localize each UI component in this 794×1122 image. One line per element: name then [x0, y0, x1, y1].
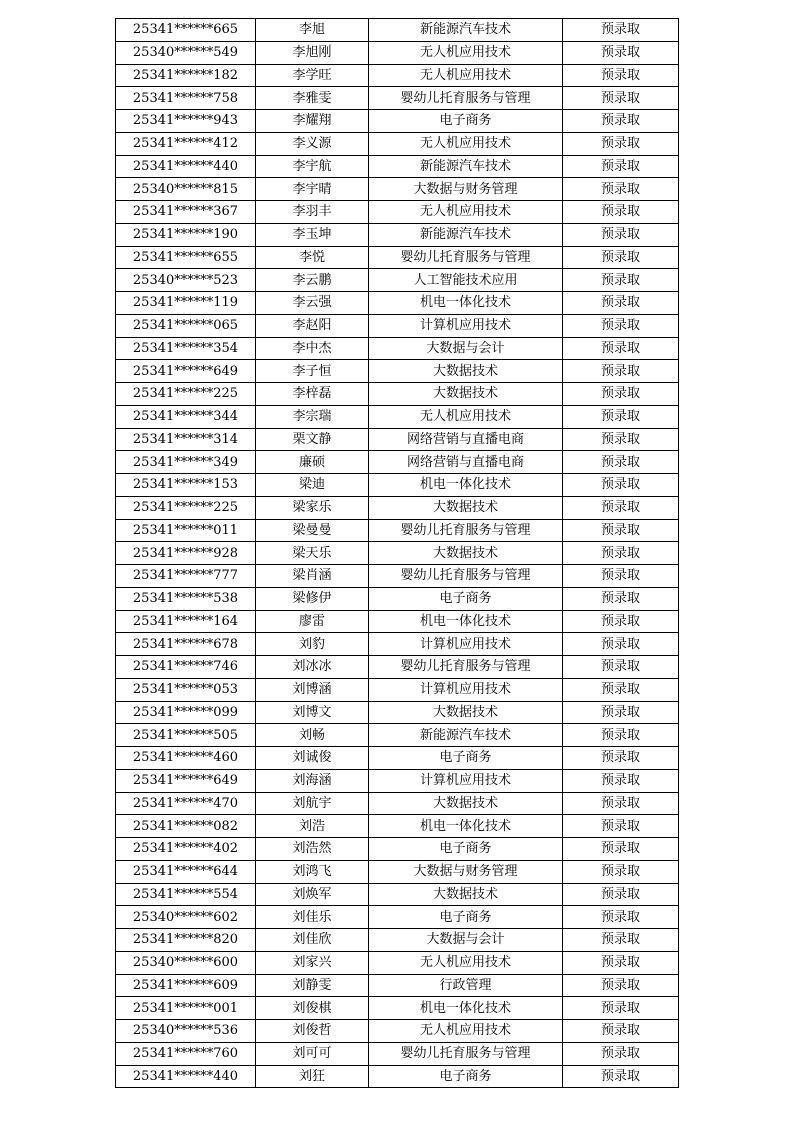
admission-status-cell: 预录取 — [563, 246, 679, 269]
major-cell: 无人机应用技术 — [369, 41, 563, 64]
student-name-cell: 刘焕军 — [256, 883, 369, 906]
student-name-cell: 刘博文 — [256, 701, 369, 724]
table-row — [116, 519, 679, 542]
candidate-id-cell: 25341******053 — [116, 678, 256, 701]
student-name-cell: 廉硕 — [256, 451, 369, 474]
student-name-cell: 梁曼曼 — [256, 519, 369, 542]
student-name-cell: 刘佳乐 — [256, 906, 369, 929]
candidate-id-cell: 25341******649 — [116, 360, 256, 383]
student-name-cell: 刘俊棋 — [256, 997, 369, 1020]
student-name-cell: 栗文静 — [256, 428, 369, 451]
candidate-id-cell: 25341******554 — [116, 883, 256, 906]
admission-status-cell: 预录取 — [563, 360, 679, 383]
major-cell: 新能源汽车技术 — [369, 724, 563, 747]
table-row — [116, 405, 679, 428]
student-name-cell: 刘浩 — [256, 815, 369, 838]
table-row — [116, 815, 679, 838]
major-cell: 计算机应用技术 — [369, 769, 563, 792]
table-row — [116, 223, 679, 246]
table-row — [116, 428, 679, 451]
table-row — [116, 747, 679, 770]
candidate-id-cell: 25341******412 — [116, 132, 256, 155]
major-cell: 大数据技术 — [369, 701, 563, 724]
table-row — [116, 87, 679, 110]
candidate-id-cell: 25341******746 — [116, 656, 256, 679]
admission-list-body — [116, 19, 679, 1088]
student-name-cell: 李旭 — [256, 19, 369, 42]
candidate-id-cell: 25341******460 — [116, 747, 256, 770]
candidate-id-cell: 25341******644 — [116, 860, 256, 883]
table-row — [116, 314, 679, 337]
admission-status-cell: 预录取 — [563, 701, 679, 724]
major-cell: 大数据与财务管理 — [369, 860, 563, 883]
table-row — [116, 633, 679, 656]
student-name-cell: 刘静雯 — [256, 974, 369, 997]
student-name-cell: 梁肖涵 — [256, 565, 369, 588]
student-name-cell: 刘浩然 — [256, 838, 369, 861]
admission-status-cell: 预录取 — [563, 1065, 679, 1088]
major-cell: 无人机应用技术 — [369, 405, 563, 428]
candidate-id-cell: 25341******440 — [116, 155, 256, 178]
candidate-id-cell: 25341******182 — [116, 64, 256, 87]
admission-status-cell: 预录取 — [563, 19, 679, 42]
admission-status-cell: 预录取 — [563, 292, 679, 315]
major-cell: 大数据技术 — [369, 360, 563, 383]
admission-status-cell: 预录取 — [563, 587, 679, 610]
admission-status-cell: 预录取 — [563, 951, 679, 974]
table-row — [116, 201, 679, 224]
major-cell: 婴幼儿托育服务与管理 — [369, 565, 563, 588]
table-row — [116, 1042, 679, 1065]
candidate-id-cell: 25341******609 — [116, 974, 256, 997]
major-cell: 人工智能技术应用 — [369, 269, 563, 292]
table-row — [116, 860, 679, 883]
major-cell: 电子商务 — [369, 838, 563, 861]
major-cell: 新能源汽车技术 — [369, 19, 563, 42]
student-name-cell: 李子恒 — [256, 360, 369, 383]
table-row — [116, 587, 679, 610]
candidate-id-cell: 25341******153 — [116, 474, 256, 497]
major-cell: 婴幼儿托育服务与管理 — [369, 656, 563, 679]
candidate-id-cell: 25340******536 — [116, 1020, 256, 1043]
student-name-cell: 刘航宇 — [256, 792, 369, 815]
table-row — [116, 701, 679, 724]
major-cell: 电子商务 — [369, 906, 563, 929]
major-cell: 电子商务 — [369, 1065, 563, 1088]
admission-status-cell: 预录取 — [563, 405, 679, 428]
student-name-cell: 刘可可 — [256, 1042, 369, 1065]
table-row — [116, 292, 679, 315]
major-cell: 计算机应用技术 — [369, 314, 563, 337]
table-row — [116, 496, 679, 519]
student-name-cell: 刘豹 — [256, 633, 369, 656]
table-row — [116, 246, 679, 269]
table-row — [116, 724, 679, 747]
major-cell: 行政管理 — [369, 974, 563, 997]
table-row — [116, 360, 679, 383]
candidate-id-cell: 25341******470 — [116, 792, 256, 815]
table-row — [116, 542, 679, 565]
major-cell: 无人机应用技术 — [369, 1020, 563, 1043]
major-cell: 婴幼儿托育服务与管理 — [369, 1042, 563, 1065]
admission-status-cell: 预录取 — [563, 815, 679, 838]
candidate-id-cell: 25341******225 — [116, 383, 256, 406]
candidate-id-cell: 25341******758 — [116, 87, 256, 110]
candidate-id-cell: 25341******649 — [116, 769, 256, 792]
table-row — [116, 929, 679, 952]
admission-status-cell: 预录取 — [563, 519, 679, 542]
student-name-cell: 李宇航 — [256, 155, 369, 178]
table-row — [116, 41, 679, 64]
major-cell: 婴幼儿托育服务与管理 — [369, 246, 563, 269]
admission-status-cell: 预录取 — [563, 178, 679, 201]
candidate-id-cell: 25341******225 — [116, 496, 256, 519]
student-name-cell: 李悦 — [256, 246, 369, 269]
admission-status-cell: 预录取 — [563, 314, 679, 337]
admission-status-cell: 预录取 — [563, 87, 679, 110]
student-name-cell: 李宇晴 — [256, 178, 369, 201]
table-row — [116, 974, 679, 997]
admission-status-cell: 预录取 — [563, 337, 679, 360]
student-name-cell: 刘鸿飞 — [256, 860, 369, 883]
candidate-id-cell: 25341******190 — [116, 223, 256, 246]
admission-status-cell: 预录取 — [563, 929, 679, 952]
candidate-id-cell: 25341******349 — [116, 451, 256, 474]
admission-status-cell: 预录取 — [563, 974, 679, 997]
student-name-cell: 李赵阳 — [256, 314, 369, 337]
admission-status-cell: 预录取 — [563, 997, 679, 1020]
student-name-cell: 李羽丰 — [256, 201, 369, 224]
admission-status-cell: 预录取 — [563, 883, 679, 906]
admission-status-cell: 预录取 — [563, 724, 679, 747]
admission-status-cell: 预录取 — [563, 474, 679, 497]
table-row — [116, 610, 679, 633]
admission-status-cell: 预录取 — [563, 428, 679, 451]
major-cell: 机电一体化技术 — [369, 997, 563, 1020]
student-name-cell: 李云强 — [256, 292, 369, 315]
admission-status-cell: 预录取 — [563, 223, 679, 246]
candidate-id-cell: 25341******760 — [116, 1042, 256, 1065]
admission-list-table — [115, 18, 679, 1088]
candidate-id-cell: 25341******678 — [116, 633, 256, 656]
major-cell: 大数据与财务管理 — [369, 178, 563, 201]
student-name-cell: 李中杰 — [256, 337, 369, 360]
candidate-id-cell: 25340******600 — [116, 951, 256, 974]
student-name-cell: 刘博涵 — [256, 678, 369, 701]
candidate-id-cell: 25341******820 — [116, 929, 256, 952]
admission-status-cell: 预录取 — [563, 565, 679, 588]
student-name-cell: 李耀翔 — [256, 110, 369, 133]
table-row — [116, 178, 679, 201]
candidate-id-cell: 25341******001 — [116, 997, 256, 1020]
major-cell: 大数据技术 — [369, 792, 563, 815]
admission-status-cell: 预录取 — [563, 1020, 679, 1043]
admission-status-cell: 预录取 — [563, 542, 679, 565]
major-cell: 计算机应用技术 — [369, 633, 563, 656]
table-row — [116, 997, 679, 1020]
student-name-cell: 刘诚俊 — [256, 747, 369, 770]
candidate-id-cell: 25341******099 — [116, 701, 256, 724]
table-row — [116, 565, 679, 588]
table-row — [116, 883, 679, 906]
table-row — [116, 474, 679, 497]
admission-status-cell: 预录取 — [563, 656, 679, 679]
table-row — [116, 451, 679, 474]
table-row — [116, 769, 679, 792]
student-name-cell: 刘冰冰 — [256, 656, 369, 679]
major-cell: 机电一体化技术 — [369, 474, 563, 497]
student-name-cell: 刘狂 — [256, 1065, 369, 1088]
major-cell: 无人机应用技术 — [369, 201, 563, 224]
table-row — [116, 64, 679, 87]
candidate-id-cell: 25340******602 — [116, 906, 256, 929]
admission-status-cell: 预录取 — [563, 383, 679, 406]
admission-status-cell: 预录取 — [563, 633, 679, 656]
candidate-id-cell: 25341******928 — [116, 542, 256, 565]
candidate-id-cell: 25341******665 — [116, 19, 256, 42]
table-row — [116, 792, 679, 815]
table-row — [116, 155, 679, 178]
candidate-id-cell: 25340******523 — [116, 269, 256, 292]
major-cell: 大数据与会计 — [369, 929, 563, 952]
student-name-cell: 李雅雯 — [256, 87, 369, 110]
candidate-id-cell: 25340******815 — [116, 178, 256, 201]
table-row — [116, 110, 679, 133]
candidate-id-cell: 25341******655 — [116, 246, 256, 269]
major-cell: 婴幼儿托育服务与管理 — [369, 519, 563, 542]
major-cell: 电子商务 — [369, 587, 563, 610]
major-cell: 婴幼儿托育服务与管理 — [369, 87, 563, 110]
admission-status-cell: 预录取 — [563, 451, 679, 474]
admission-status-cell: 预录取 — [563, 201, 679, 224]
major-cell: 大数据技术 — [369, 883, 563, 906]
student-name-cell: 李梓磊 — [256, 383, 369, 406]
admission-status-cell: 预录取 — [563, 41, 679, 64]
major-cell: 电子商务 — [369, 747, 563, 770]
table-row — [116, 678, 679, 701]
student-name-cell: 梁天乐 — [256, 542, 369, 565]
major-cell: 大数据与会计 — [369, 337, 563, 360]
major-cell: 无人机应用技术 — [369, 132, 563, 155]
student-name-cell: 刘俊哲 — [256, 1020, 369, 1043]
admission-status-cell: 预录取 — [563, 860, 679, 883]
student-name-cell: 李玉坤 — [256, 223, 369, 246]
admission-status-cell: 预录取 — [563, 132, 679, 155]
major-cell: 无人机应用技术 — [369, 951, 563, 974]
candidate-id-cell: 25341******065 — [116, 314, 256, 337]
candidate-id-cell: 25341******011 — [116, 519, 256, 542]
admission-status-cell: 预录取 — [563, 838, 679, 861]
table-row — [116, 656, 679, 679]
candidate-id-cell: 25341******440 — [116, 1065, 256, 1088]
candidate-id-cell: 25341******402 — [116, 838, 256, 861]
table-row — [116, 951, 679, 974]
major-cell: 无人机应用技术 — [369, 64, 563, 87]
candidate-id-cell: 25341******943 — [116, 110, 256, 133]
major-cell: 网络营销与直播电商 — [369, 451, 563, 474]
student-name-cell: 廖雷 — [256, 610, 369, 633]
major-cell: 机电一体化技术 — [369, 815, 563, 838]
table-row — [116, 906, 679, 929]
table-row — [116, 383, 679, 406]
major-cell: 网络营销与直播电商 — [369, 428, 563, 451]
student-name-cell: 刘佳欣 — [256, 929, 369, 952]
major-cell: 新能源汽车技术 — [369, 223, 563, 246]
student-name-cell: 李学旺 — [256, 64, 369, 87]
table-row — [116, 132, 679, 155]
candidate-id-cell: 25340******549 — [116, 41, 256, 64]
candidate-id-cell: 25341******505 — [116, 724, 256, 747]
admission-status-cell: 预录取 — [563, 155, 679, 178]
student-name-cell: 刘海涵 — [256, 769, 369, 792]
candidate-id-cell: 25341******119 — [116, 292, 256, 315]
candidate-id-cell: 25341******777 — [116, 565, 256, 588]
table-row — [116, 269, 679, 292]
admission-status-cell: 预录取 — [563, 678, 679, 701]
candidate-id-cell: 25341******082 — [116, 815, 256, 838]
student-name-cell: 刘家兴 — [256, 951, 369, 974]
candidate-id-cell: 25341******354 — [116, 337, 256, 360]
admission-status-cell: 预录取 — [563, 747, 679, 770]
student-name-cell: 李旭刚 — [256, 41, 369, 64]
major-cell: 计算机应用技术 — [369, 678, 563, 701]
admission-status-cell: 预录取 — [563, 610, 679, 633]
student-name-cell: 梁迪 — [256, 474, 369, 497]
table-row — [116, 1065, 679, 1088]
major-cell: 机电一体化技术 — [369, 292, 563, 315]
admission-status-cell: 预录取 — [563, 792, 679, 815]
admission-status-cell: 预录取 — [563, 906, 679, 929]
admission-status-cell: 预录取 — [563, 769, 679, 792]
student-name-cell: 刘畅 — [256, 724, 369, 747]
student-name-cell: 梁修伊 — [256, 587, 369, 610]
table-row — [116, 1020, 679, 1043]
student-name-cell: 李宗瑞 — [256, 405, 369, 428]
table-row — [116, 337, 679, 360]
major-cell: 机电一体化技术 — [369, 610, 563, 633]
admission-status-cell: 预录取 — [563, 110, 679, 133]
admission-status-cell: 预录取 — [563, 269, 679, 292]
major-cell: 大数据技术 — [369, 542, 563, 565]
candidate-id-cell: 25341******314 — [116, 428, 256, 451]
candidate-id-cell: 25341******344 — [116, 405, 256, 428]
table-row — [116, 19, 679, 42]
major-cell: 大数据技术 — [369, 496, 563, 519]
admission-status-cell: 预录取 — [563, 496, 679, 519]
candidate-id-cell: 25341******164 — [116, 610, 256, 633]
student-name-cell: 李云鹏 — [256, 269, 369, 292]
major-cell: 新能源汽车技术 — [369, 155, 563, 178]
major-cell: 大数据技术 — [369, 383, 563, 406]
admission-status-cell: 预录取 — [563, 64, 679, 87]
admission-status-cell: 预录取 — [563, 1042, 679, 1065]
candidate-id-cell: 25341******538 — [116, 587, 256, 610]
student-name-cell: 李义源 — [256, 132, 369, 155]
student-name-cell: 梁家乐 — [256, 496, 369, 519]
table-row — [116, 838, 679, 861]
major-cell: 电子商务 — [369, 110, 563, 133]
candidate-id-cell: 25341******367 — [116, 201, 256, 224]
